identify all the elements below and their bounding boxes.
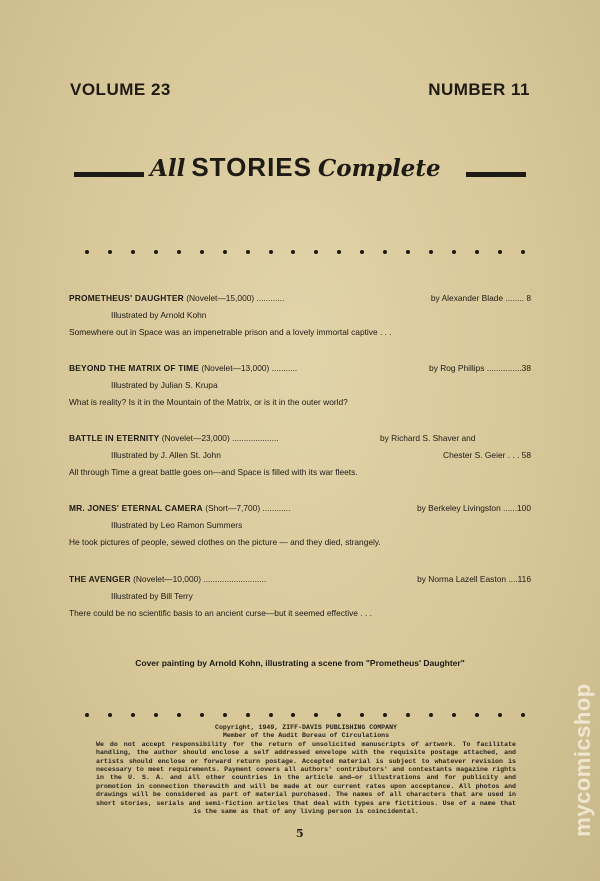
page-number: 5 <box>296 827 304 840</box>
story-leader: ............ <box>262 503 291 513</box>
story-title: BEYOND THE MATRIX OF TIME <box>69 363 200 373</box>
story-illustrator-text: Illustrated by J. Allen St. John <box>111 450 221 460</box>
story-byline: by Rog Phillips ...............38 <box>429 363 531 373</box>
story-tagline: Somewhere out in Space was an impenetrable prison and a lovely immortal captive . . . <box>69 327 392 337</box>
story-title: BATTLE IN ETERNITY <box>69 433 160 443</box>
volume-label: VOLUME 23 <box>70 80 171 99</box>
story-title: THE AVENGER <box>69 574 131 584</box>
watermark-text: mycomicshop <box>570 683 595 837</box>
story-illustrator <box>69 450 531 462</box>
story-byline: by Alexander Blade ........ 8 <box>430 293 531 303</box>
banner-script-complete: Complete <box>318 155 441 182</box>
story-title: PROMETHEUS' DAUGHTER <box>69 293 184 303</box>
story-illustrator: Illustrated by Arnold Kohn <box>111 310 207 320</box>
story-leader: .................... <box>232 433 279 443</box>
cover-credit: Cover painting by Arnold Kohn, illustrating a scene from "Prometheus' Daughter" <box>135 658 465 668</box>
story-type: (Novelet—10,000) <box>133 574 202 584</box>
story-entry <box>69 503 531 549</box>
story-tagline: He took pictures of people, sewed clothes on the picture — and they died, strangely. <box>69 537 381 547</box>
story-leader: ........................... <box>203 574 267 584</box>
story-entry <box>69 433 531 479</box>
story-type: (Novelet—13,000) <box>201 363 270 373</box>
story-illustrator: Illustrated by Julian S. Krupa <box>111 380 218 390</box>
story-tagline: What is reality? Is it in the Mountain of the Matrix, or is it in the outer world? <box>69 397 348 407</box>
story-tagline: All through Time a great battle goes on—and Space is filled with its war fleets. <box>69 467 358 477</box>
issue-number-label: NUMBER 11 <box>428 80 530 99</box>
story-byline: by Norma Lazell Easton ....116 <box>417 574 531 584</box>
banner-rule-right <box>466 172 526 177</box>
dot-divider-top <box>85 250 525 254</box>
story-entry <box>69 574 531 620</box>
watermark <box>568 650 598 870</box>
story-title: MR. JONES' ETERNAL CAMERA <box>69 503 203 513</box>
submission-policy-text: We do not accept responsibility for the return of unsolicited manuscripts of artwork. To facilitate handling, the author should enclose a self addressed envelope with the requisite postage attached, and artists should enclose or forward return postage. Accepted material is subject to whatever revision is necessary to meet requirements. Payment covers all authors' contributors' and contestants magazine rights in the U. S. A. and all other countries in the article and—or illustrations and for publicity and promotion in connection therewith and will be made at our current rates upon acceptance. All photos and drawings will be considered as part of material purchased. The names of all characters that are used in short stories, serials and semi-fiction articles that deal with types are fictitious. Use of a name that is the same as that of any living person is coincidental. <box>96 740 516 816</box>
banner-script-all: All <box>150 155 186 182</box>
audit-bureau-line: Member of the Audit Bureau of Circulations <box>222 732 390 740</box>
copyright-line: Copyright, 1949, ZIFF-DAVIS PUBLISHING COMPANY <box>214 724 398 731</box>
copyright-notice <box>96 724 516 816</box>
story-type: (Novelet—23,000) <box>161 433 230 443</box>
story-entry <box>69 363 531 409</box>
story-illustrator: Illustrated by Leo Ramon Summers <box>111 520 243 530</box>
banner-rule-left <box>74 172 144 177</box>
story-illustrator: Illustrated by Bill Terry <box>111 591 193 601</box>
banner-stories: STORIES <box>191 152 312 182</box>
story-byline: by Berkeley Livingston ......100 <box>416 503 531 513</box>
story-leader: ........... <box>271 363 298 373</box>
banner-words <box>150 152 441 183</box>
story-tagline: There could be no scientific basis to an ancient curse—but it seemed effective . . . <box>69 608 372 618</box>
story-type: (Short—7,700) <box>205 503 261 513</box>
story-coauthor: Chester S. Geier . . . 58 <box>443 450 531 460</box>
story-entry <box>69 293 531 339</box>
dot-divider-bottom <box>85 713 525 717</box>
story-leader: ............ <box>256 293 285 303</box>
all-stories-complete-banner <box>74 150 526 194</box>
story-byline: by Richard S. Shaver and <box>380 433 476 443</box>
story-type: (Novelet—15,000) <box>186 293 255 303</box>
